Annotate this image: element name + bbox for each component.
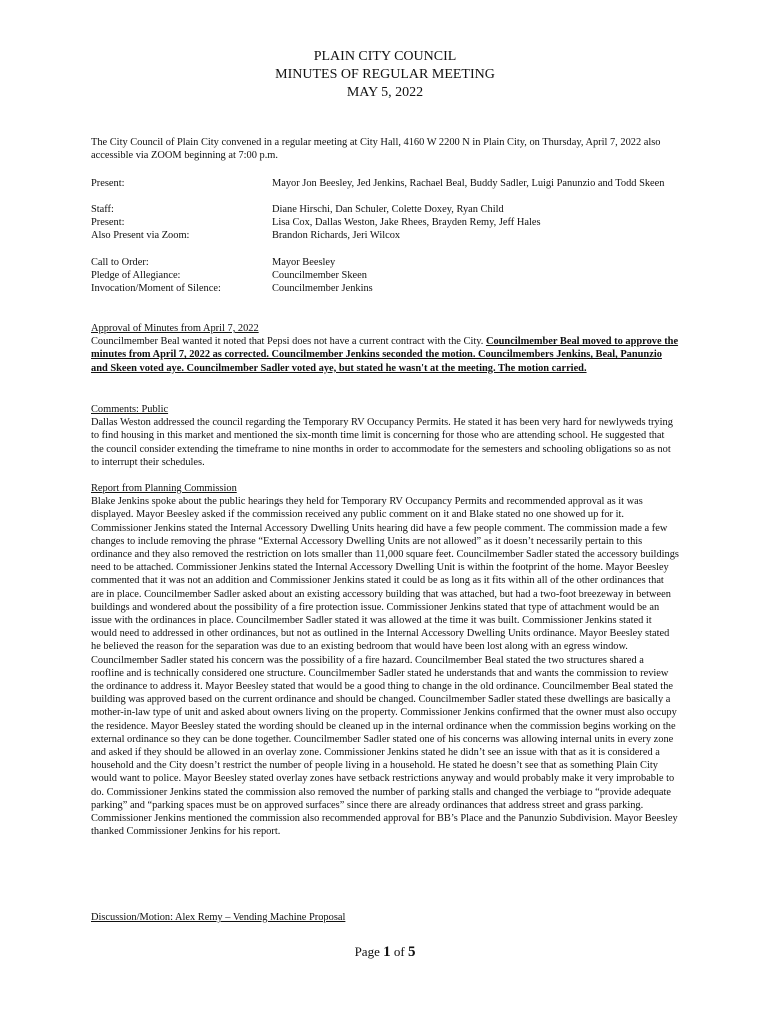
planning-text: Blake Jenkins spoke about the public hearings they held for Temporary RV Occupancy Permits and recommended approval as it was displayed. Mayor Beesley asked if the commission received any public comment on it and Blake stated no one showed up for it. Commissioner Jenkins stated the Internal Accessory Dwelling Units hearing did have a few people comment. The commission made a few changes to include removing the phrase “External Accessory Dwelling Units are not allowed” as it doesn’t necessarily pertain to this ordinance and they also removed the restriction on lots smaller than 11,000 square feet. Councilmember Sadler stated the accessory buildings need to be attached. Commissioner Jenkins stated the Internal Accessory Dwelling Unit is within the footprint of the home. Mayor Beesley commented that it was not an addition and Commissioner Jenkins stated it could be as long as it fits within all of the other ordinances that are in place. Councilmember Sadler asked about an existing accessory building that was attached, but had a two-foot breezeway in between buildings and wondered about the possibility of a fire protection issue. Commissioner Jenkins stated that type of attachment would be an issue with the ordinances in place. Councilmember Sadler stated it was allowed at the time it was built. Commissioner Jenkins stated it would need to addressed in other ordinances, but not as outlined in the Internal Accessory Dwelling Units ordinance. Mayor Beesley stated he believed the reason for the separation was due to an existing bedroom that would have been lost along with an egress window. Councilmember Sadler stated his concern was the possibility of a fire hazard. Councilmember Beal stated the two structures shared a roofline and is technically considered one structure. Councilmember Sadler stated he understands that and wants the commission to review the ordinance to address it. Mayor Beesley stated that would be a good thing to change in the old ordinance. Councilmember Beal stated the building was approved based on the current ordinance and should be changed. Councilmember Sadler stated these dwellings are basically a mother-in-law type of unit and asked about owners living on the property. Commissioner Jenkins confirmed that the owner must also occupy the residence. Mayor Beesley stated the wording should be cleaned up in the internal ordinance when the commission begins working on the external ordinance so they can be done together. Councilmember Sadler stated one of his concerns was allowing internal units in every zone and asked if they should be allowed in an overlay zone. Commissioner Jenkins stated he didn’t see an issue with that as it is considered a household and the City doesn’t restrict the number of people living in a household. He stated he doesn’t see that as something Plain City would want to police. Mayor Beesley stated overlay zones have setback restrictions anyway and would probably make it very improbable to do. Commissioner Jenkins stated the commission also removed the number of parking stalls and changed the verbiage to “provide adequate parking” and “parking spaces must be on approved surfaces” since there are already ordinances that address street and grass parking. Commissioner Jenkins mentioned the commission also recommended approval for BB’s Place and the Panunzio Subdivision. Mayor Beesley thanked Commissioner Jenkins for his report. (91, 496, 679, 838)
opening-label: Call to Order: (91, 257, 149, 268)
approval-section (91, 322, 679, 375)
opening-value: Councilmember Skeen (272, 270, 367, 281)
opening-value: Councilmember Jenkins (272, 283, 373, 294)
opening-value: Mayor Beesley (272, 257, 336, 268)
of-word: of (390, 944, 408, 959)
meeting-type: MINUTES OF REGULAR MEETING (275, 67, 495, 82)
meeting-date: MAY 5, 2022 (346, 85, 424, 100)
page-total: 5 (407, 944, 416, 960)
comments-text: Dallas Weston addressed the council regarding the Temporary RV Occupancy Permits. He stated it has been very hard for newlyweds trying to find housing in this market and mentioned the six-month time limit is concerning for those who are attending school. He suggested that the council consider extending the timeframe to nine months in order to accommodate for the semesters and schooling obligations so as not to interrupt their schedules. (91, 417, 673, 468)
approval-motion: Councilmember Beal moved to approve the minutes from April 7, 2022 as corrected. Councilmember Jenkins seconded the motion. Councilmembers Jenkins, Beal, Panunzio and Skeen voted aye. Councilmember Sadler voted aye, but stated he wasn't at the meeting. The motion carried. (91, 336, 679, 374)
attendance-label: Present: (91, 217, 125, 228)
discussion-section (91, 911, 679, 924)
page-number: 1 (383, 944, 391, 960)
opening-label: Invocation/Moment of Silence: (91, 283, 221, 294)
attendance-label: Also Present via Zoom: (91, 230, 190, 241)
document-title (0, 48, 770, 102)
planning-section (91, 482, 679, 838)
attendance-label: Staff: (91, 204, 114, 215)
page-footer (0, 944, 770, 960)
attendance-value: Diane Hirschi, Dan Schuler, Colette Doxey, Ryan Child (272, 204, 504, 215)
page-word: Page (354, 944, 384, 959)
approval-text: Councilmember Beal wanted it noted that Pepsi does not have a current contract with the City. (91, 336, 486, 348)
attendance-label: Present: (91, 178, 125, 189)
opening-label: Pledge of Allegiance: (91, 270, 181, 281)
comments-section (91, 403, 679, 469)
approval-heading: Approval of Minutes from April 7, 2022 (91, 323, 259, 334)
intro-paragraph: The City Council of Plain City convened in a regular meeting at City Hall, 4160 W 2200 N in Plain City, on Thursday, April 7, 2022 also accessible via ZOOM beginning at 7:00 p.m. (91, 137, 661, 162)
attendance-value: Mayor Jon Beesley, Jed Jenkins, Rachael Beal, Buddy Sadler, Luigi Panunzio and Todd Skeen (272, 178, 665, 189)
comments-heading: Comments: Public (91, 404, 169, 415)
attendance-value: Lisa Cox, Dallas Weston, Jake Rhees, Brayden Remy, Jeff Hales (272, 217, 541, 228)
attendance-value: Brandon Richards, Jeri Wilcox (272, 230, 401, 241)
council-name: PLAIN CITY COUNCIL (313, 49, 457, 64)
planning-heading: Report from Planning Commission (91, 483, 237, 494)
discussion-heading: Discussion/Motion: Alex Remy – Vending Machine Proposal (91, 912, 346, 923)
